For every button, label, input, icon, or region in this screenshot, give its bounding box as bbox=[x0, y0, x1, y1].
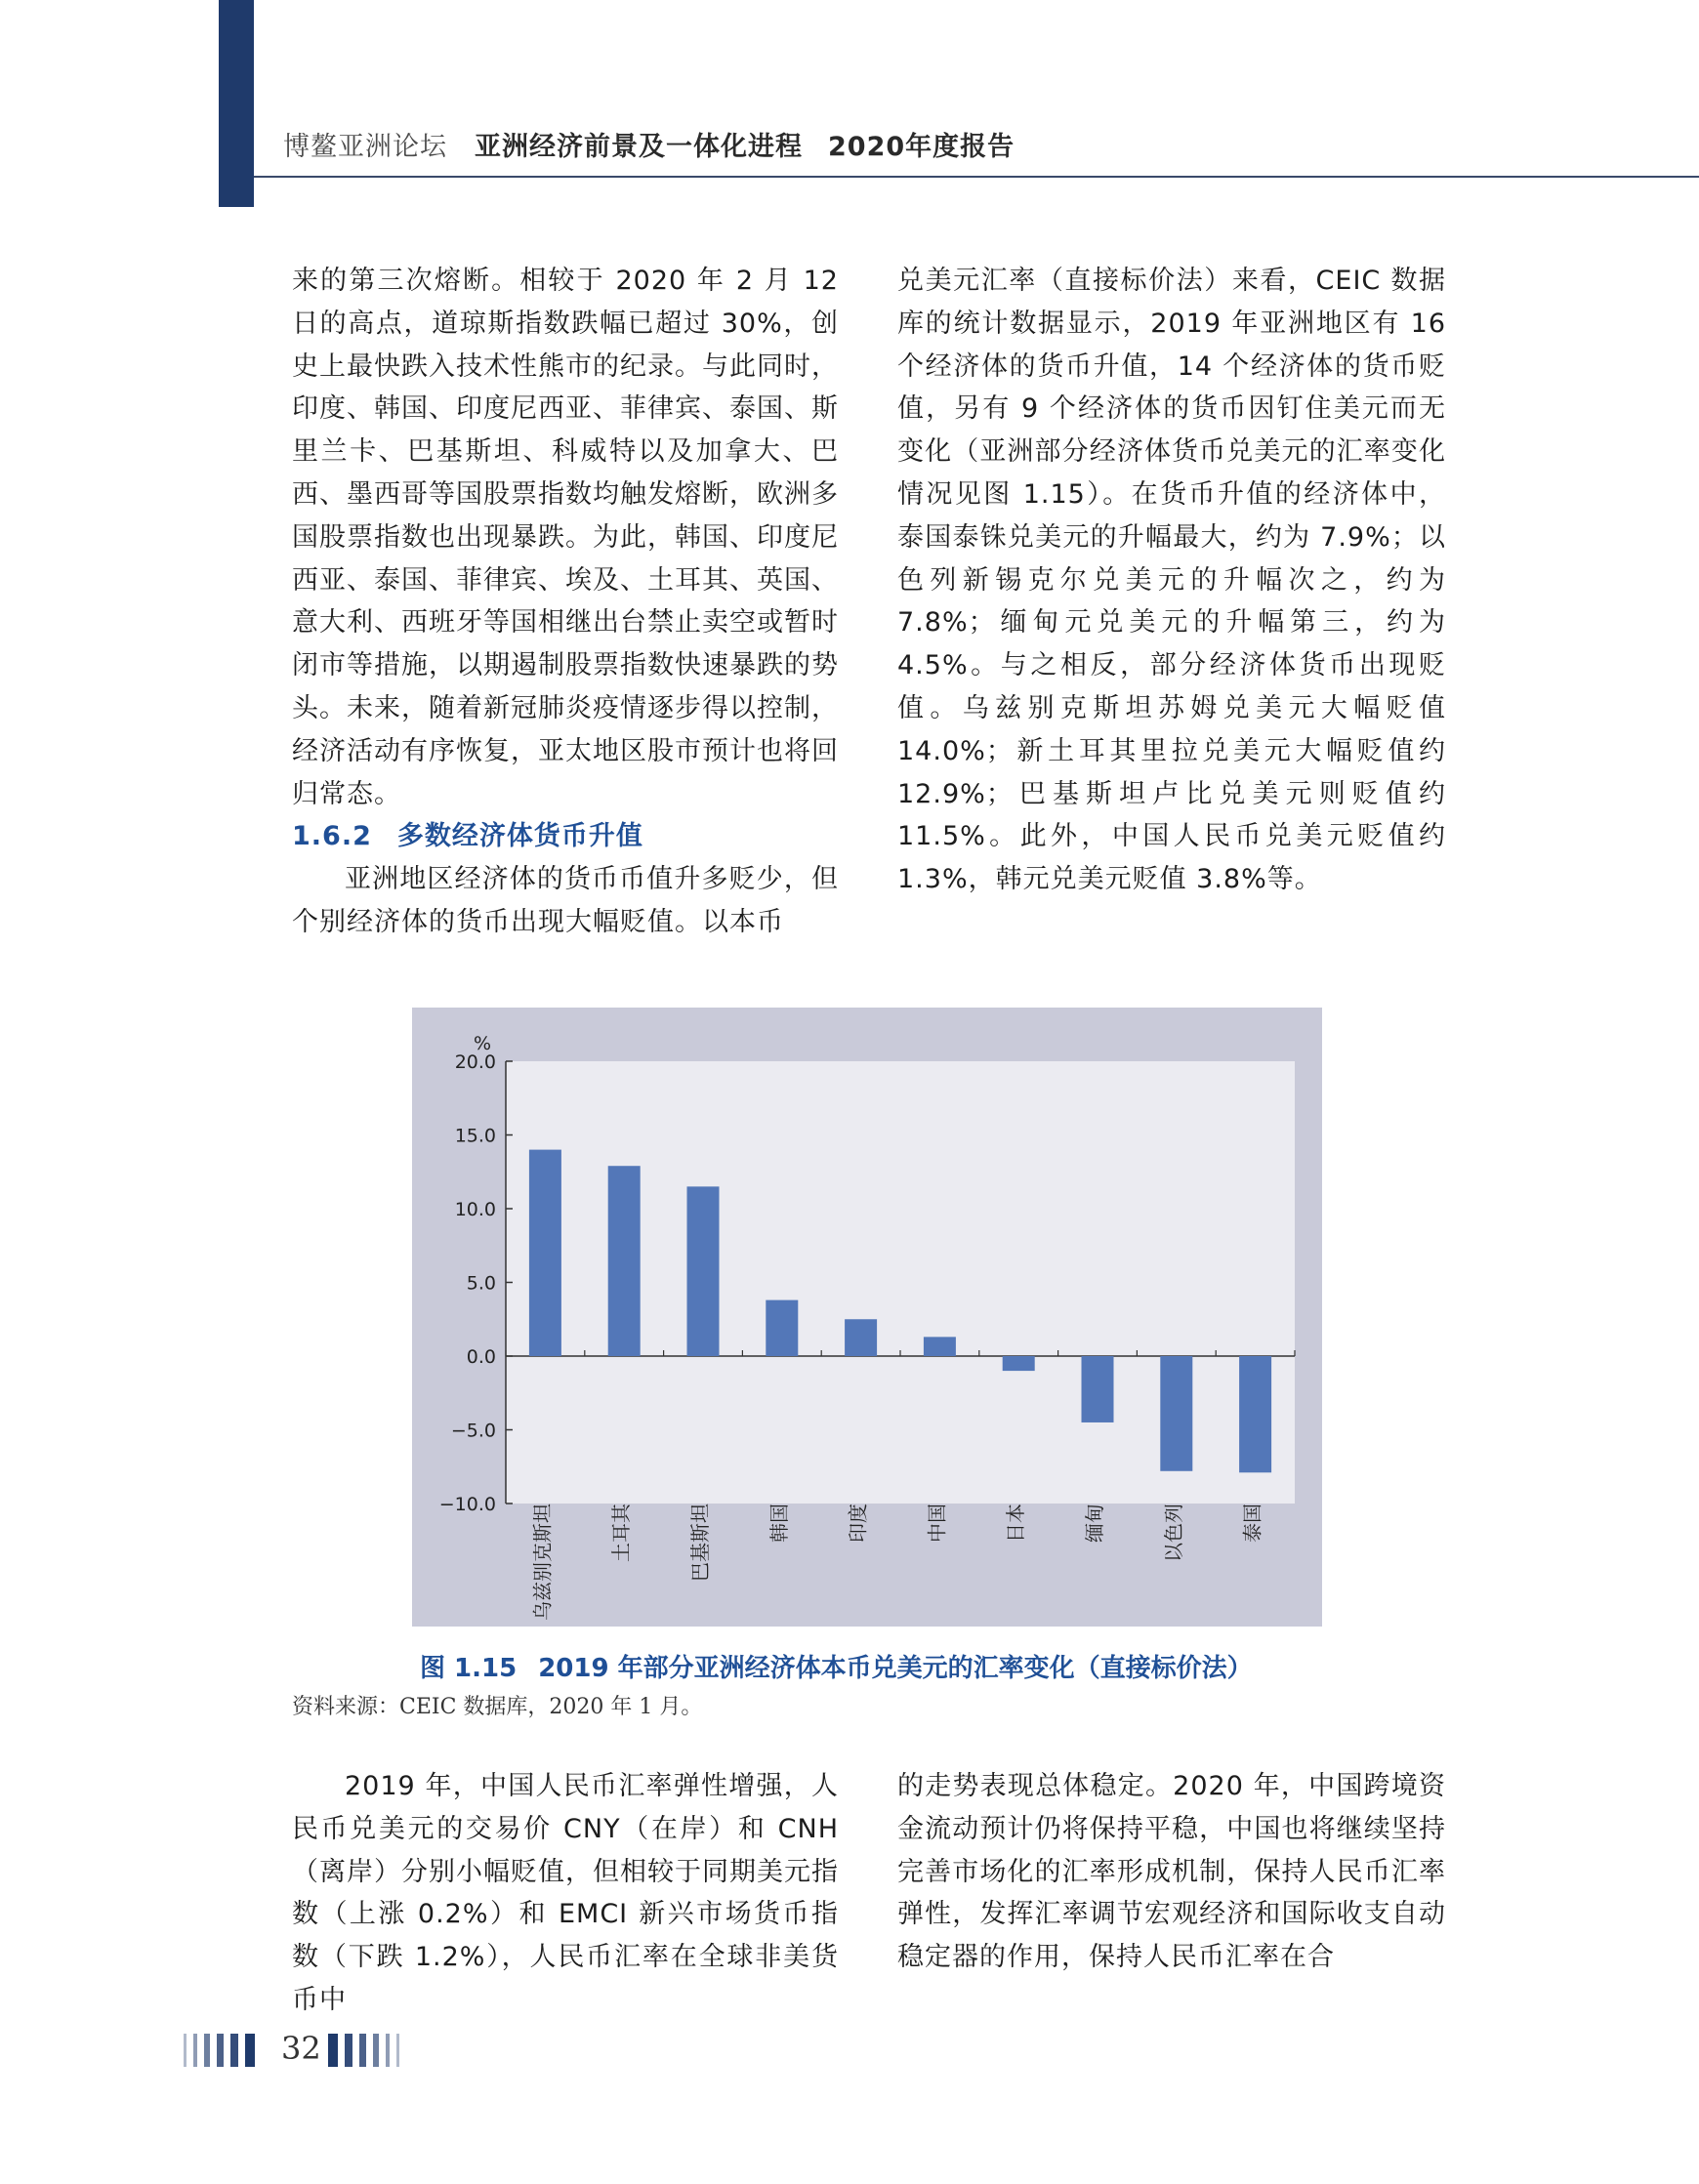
paragraph: 兑美元汇率（直接标价法）来看，CEIC 数据库的统计数据显示，2019 年亚洲地区有 16 个经济体的货币升值，14 个经济体的货币贬值，另有 9 个经济体的货币因钉住美元而无变化（亚洲部分经济体货币兑美元的汇率变化情况见图 1.15）。在货币升值的经济体中，泰国泰铢兑美元的升幅最大，约为 7.9%；以色列新锡克尔兑美元的升幅次之，约为 7.8%；缅甸元兑美元的升幅第三，约为 4.5%。与之相反，部分经济体货币出现贬值。乌兹别克斯坦苏姆兑美元大幅贬值 14.0%；新土耳其里拉兑美元大幅贬值约 12.9%；巴基斯坦卢比兑美元则贬值约 11.5%。此外，中国人民币兑美元贬值约 1.3%，韩元兑美元贬值 3.8%等。 bbox=[897, 266, 1446, 895]
bar-9 bbox=[1160, 1356, 1192, 1471]
paragraph: 亚洲地区经济体的货币币值升多贬少，但个别经济体的货币出现大幅贬值。以本币 bbox=[292, 864, 839, 937]
text-column-right-top bbox=[897, 260, 1446, 901]
y-tick-label: 0.0 bbox=[466, 1346, 496, 1368]
header-title: 亚洲经济前景及一体化进程 bbox=[475, 132, 803, 162]
y-tick-label: 10.0 bbox=[454, 1199, 496, 1220]
y-axis-label: % bbox=[473, 1033, 492, 1054]
y-tick-label: −10.0 bbox=[438, 1494, 496, 1515]
chart-svg bbox=[412, 1008, 1322, 1627]
bar-3 bbox=[687, 1186, 720, 1356]
bar-4 bbox=[766, 1300, 798, 1356]
y-tick-label: −5.0 bbox=[450, 1420, 496, 1442]
category-label: 巴基斯坦 bbox=[688, 1504, 712, 1582]
header-year: 2020年度报告 bbox=[828, 132, 1015, 162]
category-label: 缅甸 bbox=[1083, 1504, 1106, 1543]
bar-5 bbox=[845, 1319, 877, 1356]
section-heading bbox=[292, 815, 839, 858]
bar-6 bbox=[924, 1337, 956, 1356]
header-rule bbox=[254, 176, 1699, 178]
footer-stripes-left bbox=[184, 2034, 262, 2067]
header-color-bar bbox=[219, 0, 254, 207]
text-column-left-top bbox=[292, 260, 839, 944]
bar-2 bbox=[608, 1166, 641, 1356]
paragraph: 2019 年，中国人民币汇率弹性增强，人民币兑美元的交易价 CNY（在岸）和 CNH（离岸）分别小幅贬值，但相较于同期美元指数（上涨 0.2%）和 EMCI 新兴市场货币指数（下跌 1.2%），人民币汇率在全球非美货币中 bbox=[292, 1771, 839, 2015]
y-tick-label: 15.0 bbox=[454, 1125, 496, 1147]
y-tick-label: 5.0 bbox=[466, 1272, 496, 1295]
bar-8 bbox=[1082, 1356, 1114, 1422]
footer-stripes-right bbox=[328, 2034, 406, 2067]
category-label: 土耳其 bbox=[609, 1504, 634, 1562]
paragraph: 来的第三次熔断。相较于 2020 年 2 月 12 日的高点，道琼斯指数跌幅已超过 30%，创史上最快跌入技术性熊市的纪录。与此同时，印度、韩国、印度尼西亚、菲律宾、泰国、斯里兰卡、巴基斯坦、科威特以及加拿大、巴西、墨西哥等国股票指数均触发熔断，欧洲多国股票指数也出现暴跌。为此，韩国、印度尼西亚、泰国、菲律宾、埃及、土耳其、英国、意大利、西班牙等国相继出台禁止卖空或暂时闭市等措施，以期遏制股票指数快速暴跌的势头。未来，随着新冠肺炎疫情逐步得以控制，经济活动有序恢复，亚太地区股市预计也将回归常态。 bbox=[292, 266, 839, 809]
exchange-rate-chart bbox=[412, 1008, 1322, 1627]
figure-title: 2019 年部分亚洲经济体本币兑美元的汇率变化（直接标价法） bbox=[538, 1654, 1253, 1683]
running-header bbox=[283, 125, 1015, 163]
section-number: 1.6.2 bbox=[292, 821, 372, 852]
bar-7 bbox=[1003, 1356, 1035, 1371]
section-title: 多数经济体货币升值 bbox=[396, 821, 643, 852]
figure-caption bbox=[420, 1648, 1253, 1684]
figure-number: 图 1.15 bbox=[420, 1654, 518, 1683]
page-number: 32 bbox=[281, 2030, 321, 2067]
category-label: 以色列 bbox=[1161, 1504, 1185, 1562]
bar-1 bbox=[529, 1150, 561, 1356]
text-column-left-bottom bbox=[292, 1765, 839, 2022]
y-tick-label: 20.0 bbox=[454, 1051, 496, 1073]
text-column-right-bottom bbox=[897, 1765, 1446, 1979]
category-label: 中国 bbox=[925, 1504, 949, 1543]
figure-source: 资料来源：CEIC 数据库，2020 年 1 月。 bbox=[292, 1695, 703, 1719]
bar-10 bbox=[1239, 1356, 1271, 1472]
category-label: 印度 bbox=[846, 1504, 870, 1543]
paragraph: 的走势表现总体稳定。2020 年，中国跨境资金流动预计仍将保持平稳，中国也将继续坚持完善市场化的汇率形成机制，保持人民币汇率弹性，发挥汇率调节宏观经济和国际收支自动稳定器的作用，保持人民币汇率在合 bbox=[897, 1771, 1446, 1973]
category-label: 乌兹别克斯坦 bbox=[530, 1504, 555, 1621]
header-org: 博鳌亚洲论坛 bbox=[283, 132, 447, 162]
category-label: 韩国 bbox=[767, 1504, 791, 1543]
category-label: 日本 bbox=[1004, 1504, 1028, 1543]
category-label: 泰国 bbox=[1240, 1504, 1264, 1543]
